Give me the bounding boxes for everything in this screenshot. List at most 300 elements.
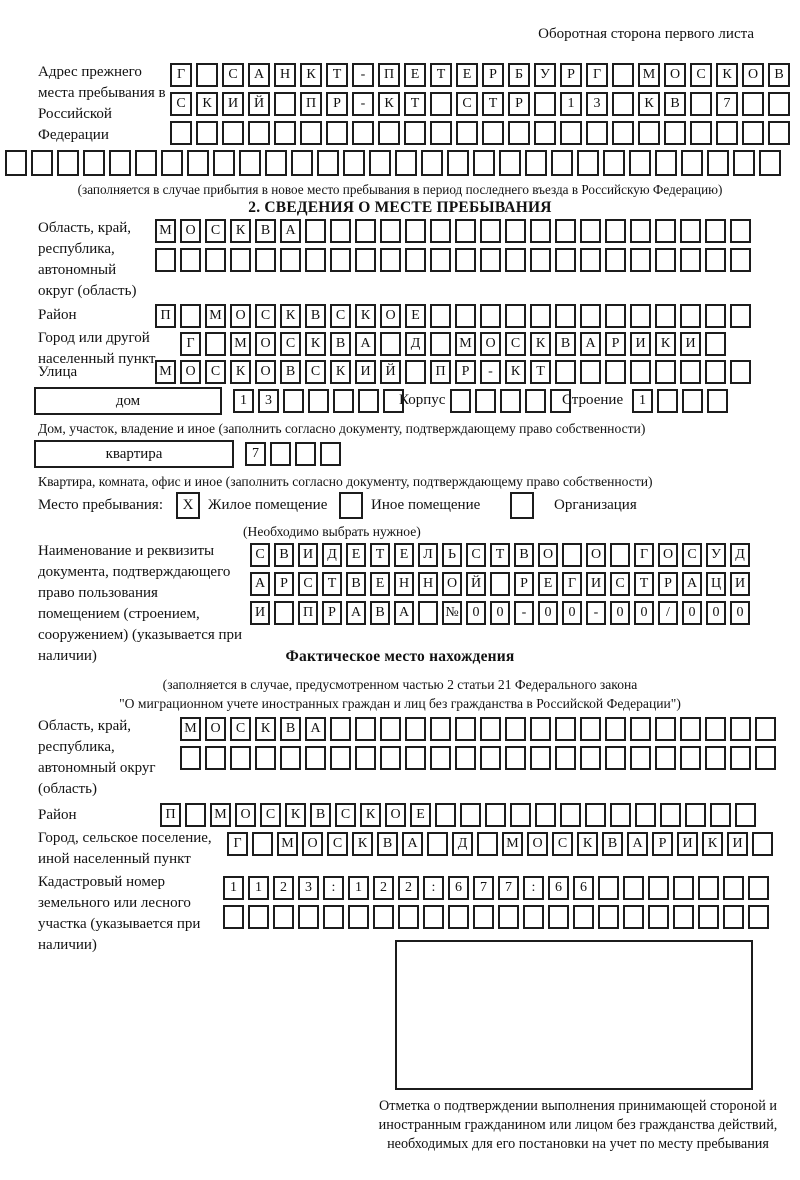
char-cell[interactable]: Р: [482, 63, 504, 87]
char-cell[interactable]: О: [180, 219, 201, 243]
char-cell[interactable]: [733, 150, 755, 176]
char-cell[interactable]: [748, 905, 769, 929]
char-cell[interactable]: М: [180, 717, 201, 741]
char-cell[interactable]: [598, 905, 619, 929]
char-cell[interactable]: 3: [586, 92, 608, 116]
cadastral-row-2[interactable]: [223, 905, 769, 929]
char-cell[interactable]: [610, 543, 630, 567]
char-cell[interactable]: 0: [682, 601, 702, 625]
char-cell[interactable]: [430, 248, 451, 272]
char-cell[interactable]: И: [680, 332, 701, 356]
char-cell[interactable]: [355, 717, 376, 741]
char-cell[interactable]: [31, 150, 53, 176]
char-cell[interactable]: С: [327, 832, 348, 856]
char-cell[interactable]: [405, 746, 426, 770]
city-row[interactable]: [180, 332, 726, 356]
char-cell[interactable]: [455, 248, 476, 272]
char-cell[interactable]: О: [480, 332, 501, 356]
char-cell[interactable]: [680, 219, 701, 243]
char-cell[interactable]: 1: [223, 876, 244, 900]
char-cell[interactable]: [252, 832, 273, 856]
char-cell[interactable]: 7: [498, 876, 519, 900]
char-cell[interactable]: К: [330, 360, 351, 384]
char-cell[interactable]: [577, 150, 599, 176]
char-cell[interactable]: [657, 389, 678, 413]
char-cell[interactable]: [473, 905, 494, 929]
char-cell[interactable]: Т: [634, 572, 654, 596]
char-cell[interactable]: [480, 248, 501, 272]
char-cell[interactable]: [710, 803, 731, 827]
char-cell[interactable]: [109, 150, 131, 176]
char-cell[interactable]: [508, 121, 530, 145]
char-cell[interactable]: [768, 121, 790, 145]
char-cell[interactable]: О: [442, 572, 462, 596]
char-cell[interactable]: [525, 389, 546, 413]
char-cell[interactable]: С: [456, 92, 478, 116]
char-cell[interactable]: [500, 389, 521, 413]
char-cell[interactable]: [170, 121, 192, 145]
char-cell[interactable]: [630, 717, 651, 741]
char-cell[interactable]: [655, 360, 676, 384]
char-cell[interactable]: [505, 248, 526, 272]
char-cell[interactable]: [352, 121, 374, 145]
char-cell[interactable]: [180, 304, 201, 328]
char-cell[interactable]: 7: [473, 876, 494, 900]
char-cell[interactable]: Е: [456, 63, 478, 87]
char-cell[interactable]: [317, 150, 339, 176]
char-cell[interactable]: [291, 150, 313, 176]
char-cell[interactable]: [295, 442, 316, 466]
char-cell[interactable]: [603, 150, 625, 176]
char-cell[interactable]: [320, 442, 341, 466]
char-cell[interactable]: [530, 717, 551, 741]
char-cell[interactable]: К: [655, 332, 676, 356]
char-cell[interactable]: Т: [430, 63, 452, 87]
char-cell[interactable]: [326, 121, 348, 145]
char-cell[interactable]: Р: [455, 360, 476, 384]
char-cell[interactable]: О: [385, 803, 406, 827]
char-cell[interactable]: А: [280, 219, 301, 243]
char-cell[interactable]: Л: [418, 543, 438, 567]
char-cell[interactable]: [355, 248, 376, 272]
district-row[interactable]: [155, 304, 751, 328]
char-cell[interactable]: [435, 803, 456, 827]
char-cell[interactable]: [450, 389, 471, 413]
char-cell[interactable]: А: [346, 601, 366, 625]
char-cell[interactable]: Д: [405, 332, 426, 356]
char-cell[interactable]: [187, 150, 209, 176]
char-cell[interactable]: К: [360, 803, 381, 827]
char-cell[interactable]: [630, 746, 651, 770]
char-cell[interactable]: [730, 248, 751, 272]
char-cell[interactable]: [196, 121, 218, 145]
char-cell[interactable]: 2: [273, 876, 294, 900]
char-cell[interactable]: Е: [538, 572, 558, 596]
char-cell[interactable]: [430, 121, 452, 145]
char-cell[interactable]: [605, 304, 626, 328]
char-cell[interactable]: [598, 876, 619, 900]
char-cell[interactable]: [405, 360, 426, 384]
cadastral-row-1[interactable]: [223, 876, 769, 900]
char-cell[interactable]: [455, 304, 476, 328]
char-cell[interactable]: -: [352, 92, 374, 116]
char-cell[interactable]: К: [702, 832, 723, 856]
char-cell[interactable]: В: [280, 717, 301, 741]
char-cell[interactable]: Р: [274, 572, 294, 596]
char-cell[interactable]: К: [280, 304, 301, 328]
region-row-2[interactable]: [155, 248, 751, 272]
char-cell[interactable]: [555, 248, 576, 272]
char-cell[interactable]: [485, 803, 506, 827]
char-cell[interactable]: [248, 905, 269, 929]
checkbox-dwelling[interactable]: X: [176, 492, 200, 519]
char-cell[interactable]: [343, 150, 365, 176]
char-cell[interactable]: [555, 304, 576, 328]
char-cell[interactable]: Ь: [442, 543, 462, 567]
char-cell[interactable]: Г: [170, 63, 192, 87]
char-cell[interactable]: Б: [508, 63, 530, 87]
char-cell[interactable]: А: [250, 572, 270, 596]
char-cell[interactable]: О: [586, 543, 606, 567]
char-cell[interactable]: [562, 543, 582, 567]
char-cell[interactable]: К: [505, 360, 526, 384]
char-cell[interactable]: [630, 360, 651, 384]
char-cell[interactable]: [274, 92, 296, 116]
char-cell[interactable]: [723, 905, 744, 929]
char-cell[interactable]: №: [442, 601, 462, 625]
char-cell[interactable]: [230, 746, 251, 770]
char-cell[interactable]: [551, 150, 573, 176]
char-cell[interactable]: [580, 219, 601, 243]
char-cell[interactable]: 7: [716, 92, 738, 116]
char-cell[interactable]: С: [260, 803, 281, 827]
char-cell[interactable]: 0: [634, 601, 654, 625]
char-cell[interactable]: И: [355, 360, 376, 384]
char-cell[interactable]: Н: [418, 572, 438, 596]
char-cell[interactable]: [623, 876, 644, 900]
char-cell[interactable]: [135, 150, 157, 176]
char-cell[interactable]: [222, 121, 244, 145]
char-cell[interactable]: 1: [248, 876, 269, 900]
char-cell[interactable]: [205, 248, 226, 272]
char-cell[interactable]: [213, 150, 235, 176]
char-cell[interactable]: [705, 746, 726, 770]
char-cell[interactable]: [505, 219, 526, 243]
char-cell[interactable]: [430, 746, 451, 770]
char-cell[interactable]: [447, 150, 469, 176]
char-cell[interactable]: 0: [490, 601, 510, 625]
char-cell[interactable]: [705, 304, 726, 328]
char-cell[interactable]: 3: [298, 876, 319, 900]
char-cell[interactable]: С: [505, 332, 526, 356]
char-cell[interactable]: С: [230, 717, 251, 741]
char-cell[interactable]: С: [280, 332, 301, 356]
char-cell[interactable]: [705, 360, 726, 384]
char-cell[interactable]: М: [210, 803, 231, 827]
char-cell[interactable]: [273, 905, 294, 929]
char-cell[interactable]: В: [280, 360, 301, 384]
char-cell[interactable]: [534, 121, 556, 145]
char-cell[interactable]: [480, 304, 501, 328]
char-cell[interactable]: Й: [466, 572, 486, 596]
char-cell[interactable]: 7: [245, 442, 266, 466]
char-cell[interactable]: [730, 746, 751, 770]
char-cell[interactable]: А: [248, 63, 270, 87]
char-cell[interactable]: В: [370, 601, 390, 625]
char-cell[interactable]: В: [555, 332, 576, 356]
char-cell[interactable]: Т: [490, 543, 510, 567]
char-cell[interactable]: С: [682, 543, 702, 567]
checkbox-organization[interactable]: [510, 492, 534, 519]
char-cell[interactable]: [648, 905, 669, 929]
char-cell[interactable]: [605, 219, 626, 243]
char-cell[interactable]: Е: [370, 572, 390, 596]
char-cell[interactable]: :: [423, 876, 444, 900]
char-cell[interactable]: [305, 219, 326, 243]
char-cell[interactable]: [586, 121, 608, 145]
char-cell[interactable]: [612, 63, 634, 87]
char-cell[interactable]: О: [658, 543, 678, 567]
char-cell[interactable]: [255, 746, 276, 770]
char-cell[interactable]: К: [352, 832, 373, 856]
char-cell[interactable]: И: [586, 572, 606, 596]
char-cell[interactable]: С: [610, 572, 630, 596]
char-cell[interactable]: [560, 803, 581, 827]
char-cell[interactable]: [580, 248, 601, 272]
char-cell[interactable]: Е: [346, 543, 366, 567]
char-cell[interactable]: Т: [370, 543, 390, 567]
char-cell[interactable]: [735, 803, 756, 827]
char-cell[interactable]: [499, 150, 521, 176]
document-row-3[interactable]: [250, 601, 750, 625]
char-cell[interactable]: [768, 92, 790, 116]
char-cell[interactable]: 0: [466, 601, 486, 625]
char-cell[interactable]: [730, 717, 751, 741]
char-cell[interactable]: [274, 601, 294, 625]
char-cell[interactable]: [255, 248, 276, 272]
char-cell[interactable]: С: [170, 92, 192, 116]
char-cell[interactable]: Н: [394, 572, 414, 596]
char-cell[interactable]: О: [230, 304, 251, 328]
char-cell[interactable]: О: [380, 304, 401, 328]
char-cell[interactable]: Г: [586, 63, 608, 87]
char-cell[interactable]: В: [255, 219, 276, 243]
char-cell[interactable]: И: [298, 543, 318, 567]
char-cell[interactable]: [680, 360, 701, 384]
char-cell[interactable]: [239, 150, 261, 176]
char-cell[interactable]: Й: [380, 360, 401, 384]
char-cell[interactable]: -: [514, 601, 534, 625]
char-cell[interactable]: В: [274, 543, 294, 567]
char-cell[interactable]: [752, 832, 773, 856]
char-cell[interactable]: С: [205, 219, 226, 243]
char-cell[interactable]: 1: [233, 389, 254, 413]
char-cell[interactable]: 2: [373, 876, 394, 900]
char-cell[interactable]: [330, 248, 351, 272]
char-cell[interactable]: [455, 717, 476, 741]
char-cell[interactable]: Т: [530, 360, 551, 384]
char-cell[interactable]: С: [298, 572, 318, 596]
char-cell[interactable]: О: [538, 543, 558, 567]
char-cell[interactable]: [380, 332, 401, 356]
char-cell[interactable]: [455, 746, 476, 770]
char-cell[interactable]: [690, 92, 712, 116]
char-cell[interactable]: [530, 746, 551, 770]
char-cell[interactable]: Р: [508, 92, 530, 116]
char-cell[interactable]: [274, 121, 296, 145]
char-cell[interactable]: [534, 92, 556, 116]
char-cell[interactable]: [380, 219, 401, 243]
char-cell[interactable]: [698, 876, 719, 900]
char-cell[interactable]: [369, 150, 391, 176]
char-cell[interactable]: А: [682, 572, 702, 596]
char-cell[interactable]: [205, 332, 226, 356]
char-cell[interactable]: [380, 746, 401, 770]
char-cell[interactable]: А: [355, 332, 376, 356]
char-cell[interactable]: -: [480, 360, 501, 384]
char-cell[interactable]: [323, 905, 344, 929]
char-cell[interactable]: [707, 389, 728, 413]
char-cell[interactable]: Н: [274, 63, 296, 87]
house-number-cells[interactable]: [233, 389, 404, 413]
char-cell[interactable]: [605, 746, 626, 770]
char-cell[interactable]: [530, 248, 551, 272]
char-cell[interactable]: [635, 803, 656, 827]
char-cell[interactable]: /: [658, 601, 678, 625]
char-cell[interactable]: 1: [348, 876, 369, 900]
char-cell[interactable]: К: [378, 92, 400, 116]
char-cell[interactable]: [530, 219, 551, 243]
char-cell[interactable]: [680, 717, 701, 741]
char-cell[interactable]: 0: [610, 601, 630, 625]
char-cell[interactable]: К: [230, 219, 251, 243]
char-cell[interactable]: [629, 150, 651, 176]
char-cell[interactable]: [580, 717, 601, 741]
char-cell[interactable]: И: [677, 832, 698, 856]
char-cell[interactable]: Д: [322, 543, 342, 567]
prev-address-row-1[interactable]: [170, 63, 790, 87]
char-cell[interactable]: О: [527, 832, 548, 856]
char-cell[interactable]: [155, 248, 176, 272]
char-cell[interactable]: [330, 717, 351, 741]
char-cell[interactable]: [395, 150, 417, 176]
char-cell[interactable]: С: [222, 63, 244, 87]
char-cell[interactable]: [638, 121, 660, 145]
factual-region-row-1[interactable]: [180, 717, 776, 741]
char-cell[interactable]: М: [155, 360, 176, 384]
char-cell[interactable]: П: [300, 92, 322, 116]
char-cell[interactable]: К: [355, 304, 376, 328]
char-cell[interactable]: [555, 717, 576, 741]
char-cell[interactable]: А: [402, 832, 423, 856]
document-row-1[interactable]: [250, 543, 750, 567]
char-cell[interactable]: [612, 92, 634, 116]
char-cell[interactable]: О: [302, 832, 323, 856]
char-cell[interactable]: [580, 304, 601, 328]
char-cell[interactable]: [298, 905, 319, 929]
stroenie-cells[interactable]: [632, 389, 728, 413]
char-cell[interactable]: [660, 803, 681, 827]
char-cell[interactable]: М: [502, 832, 523, 856]
char-cell[interactable]: [723, 876, 744, 900]
char-cell[interactable]: [333, 389, 354, 413]
korpus-cells[interactable]: [450, 389, 571, 413]
char-cell[interactable]: С: [330, 304, 351, 328]
char-cell[interactable]: А: [580, 332, 601, 356]
char-cell[interactable]: [759, 150, 781, 176]
char-cell[interactable]: Р: [322, 601, 342, 625]
char-cell[interactable]: [707, 150, 729, 176]
char-cell[interactable]: 3: [258, 389, 279, 413]
char-cell[interactable]: [280, 248, 301, 272]
char-cell[interactable]: [698, 905, 719, 929]
char-cell[interactable]: [480, 746, 501, 770]
char-cell[interactable]: [705, 717, 726, 741]
char-cell[interactable]: С: [305, 360, 326, 384]
char-cell[interactable]: С: [335, 803, 356, 827]
char-cell[interactable]: [355, 746, 376, 770]
factual-district-row[interactable]: [160, 803, 756, 827]
char-cell[interactable]: В: [305, 304, 326, 328]
char-cell[interactable]: С: [552, 832, 573, 856]
char-cell[interactable]: [655, 717, 676, 741]
char-cell[interactable]: [330, 746, 351, 770]
char-cell[interactable]: [573, 905, 594, 929]
char-cell[interactable]: А: [394, 601, 414, 625]
char-cell[interactable]: [404, 121, 426, 145]
char-cell[interactable]: [475, 389, 496, 413]
char-cell[interactable]: В: [346, 572, 366, 596]
char-cell[interactable]: Е: [404, 63, 426, 87]
char-cell[interactable]: 1: [632, 389, 653, 413]
char-cell[interactable]: :: [523, 876, 544, 900]
char-cell[interactable]: К: [255, 717, 276, 741]
char-cell[interactable]: А: [627, 832, 648, 856]
char-cell[interactable]: :: [323, 876, 344, 900]
char-cell[interactable]: О: [664, 63, 686, 87]
char-cell[interactable]: [605, 360, 626, 384]
char-cell[interactable]: [490, 572, 510, 596]
char-cell[interactable]: 0: [562, 601, 582, 625]
char-cell[interactable]: 0: [730, 601, 750, 625]
char-cell[interactable]: Г: [634, 543, 654, 567]
char-cell[interactable]: [230, 248, 251, 272]
char-cell[interactable]: [655, 248, 676, 272]
char-cell[interactable]: [730, 219, 751, 243]
char-cell[interactable]: [630, 304, 651, 328]
char-cell[interactable]: [355, 219, 376, 243]
char-cell[interactable]: Й: [248, 92, 270, 116]
char-cell[interactable]: [742, 121, 764, 145]
char-cell[interactable]: О: [742, 63, 764, 87]
char-cell[interactable]: [473, 150, 495, 176]
factual-region-row-2[interactable]: [180, 746, 776, 770]
char-cell[interactable]: [378, 121, 400, 145]
char-cell[interactable]: [430, 717, 451, 741]
char-cell[interactable]: [630, 219, 651, 243]
char-cell[interactable]: [685, 803, 706, 827]
char-cell[interactable]: [405, 248, 426, 272]
char-cell[interactable]: [477, 832, 498, 856]
char-cell[interactable]: С: [255, 304, 276, 328]
char-cell[interactable]: В: [768, 63, 790, 87]
char-cell[interactable]: О: [180, 360, 201, 384]
char-cell[interactable]: [423, 905, 444, 929]
char-cell[interactable]: [585, 803, 606, 827]
char-cell[interactable]: [265, 150, 287, 176]
char-cell[interactable]: [427, 832, 448, 856]
char-cell[interactable]: А: [305, 717, 326, 741]
